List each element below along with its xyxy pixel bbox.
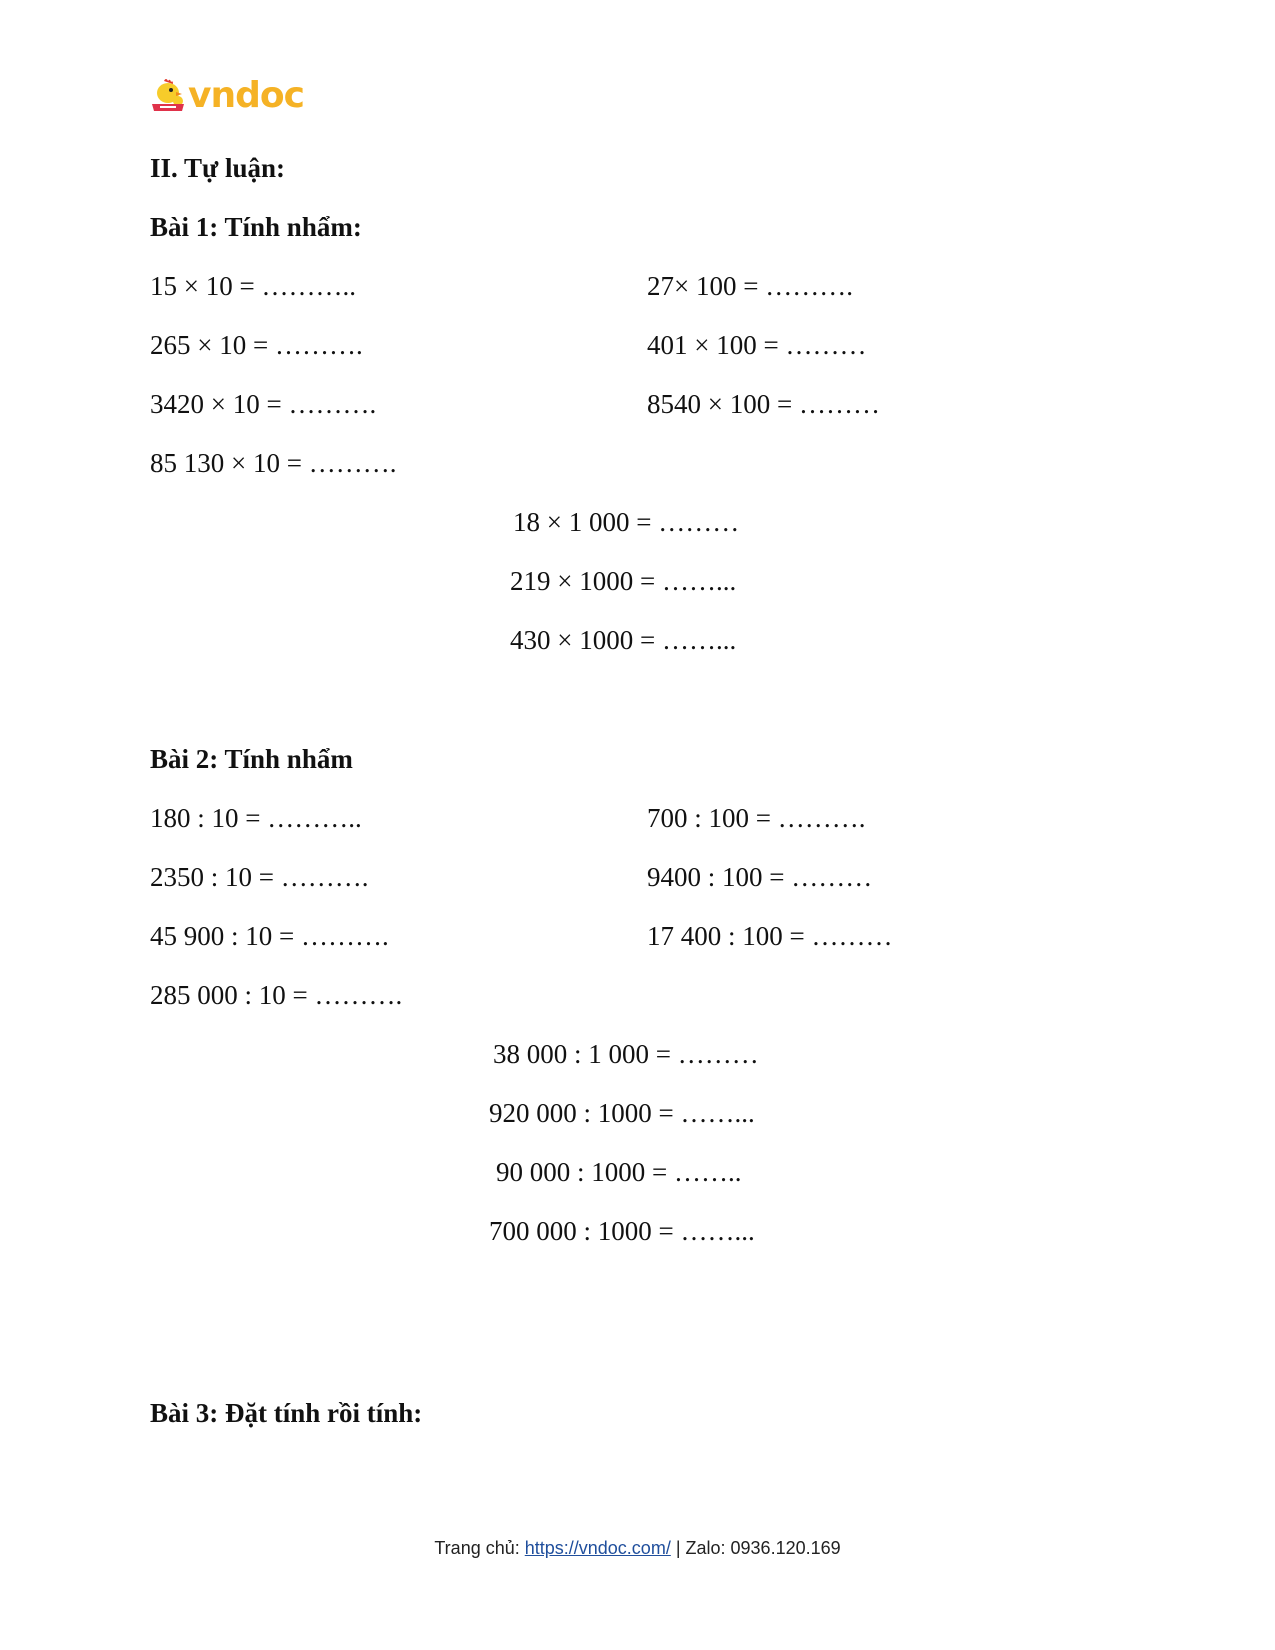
bai2-left-2: 2350 : 10 = ………. — [150, 862, 369, 892]
bai1-left-4: 85 130 × 10 = ………. — [150, 448, 397, 478]
logo-wordmark: vndoc — [188, 75, 304, 116]
vndoc-logo — [150, 76, 320, 116]
bai2-center-2: 920 000 : 1000 = ……... — [489, 1098, 755, 1128]
bai2-center-1: 38 000 : 1 000 = ……… — [493, 1039, 759, 1069]
footer-zalo-contact: | Zalo: 0936.120.169 — [670, 1538, 841, 1558]
section-title: II. Tự luận: — [150, 153, 286, 183]
bai2-left-3: 45 900 : 10 = ………. — [150, 921, 389, 951]
bai1-center-3: 430 × 1000 = ……... — [510, 625, 737, 655]
bai1-center-2: 219 × 1000 = ……... — [510, 566, 737, 596]
bai2-center-4: 700 000 : 1000 = ……... — [489, 1216, 755, 1246]
bai1-right-1: 27× 100 = ………. — [647, 271, 853, 301]
bai3-title: Bài 3: Đặt tính rồi tính: — [150, 1398, 423, 1428]
page-footer — [0, 1538, 1275, 1559]
rooster-mascot-icon — [150, 77, 186, 115]
bai2-title: Bài 2: Tính nhẩm — [150, 744, 353, 774]
bai1-left-3: 3420 × 10 = ………. — [150, 389, 377, 419]
bai2-right-3: 17 400 : 100 = ……… — [647, 921, 893, 951]
bai1-right-3: 8540 × 100 = ……… — [647, 389, 880, 419]
bai2-center-3: 90 000 : 1000 = …….. — [496, 1157, 742, 1187]
footer-home-label: Trang chủ: — [434, 1538, 525, 1558]
bai2-right-2: 9400 : 100 = ……… — [647, 862, 873, 892]
bai1-right-2: 401 × 100 = ……… — [647, 330, 867, 360]
bai2-left-1: 180 : 10 = ……….. — [150, 803, 362, 833]
bai2-left-4: 285 000 : 10 = ………. — [150, 980, 403, 1010]
footer-home-link[interactable]: https://vndoc.com/ — [524, 1538, 671, 1558]
bai1-center-1: 18 × 1 000 = ……… — [513, 507, 740, 537]
bai1-left-2: 265 × 10 = ………. — [150, 330, 363, 360]
bai1-title: Bài 1: Tính nhẩm: — [150, 212, 362, 242]
bai1-left-1: 15 × 10 = ……….. — [150, 271, 356, 301]
bai2-right-1: 700 : 100 = ………. — [647, 803, 866, 833]
